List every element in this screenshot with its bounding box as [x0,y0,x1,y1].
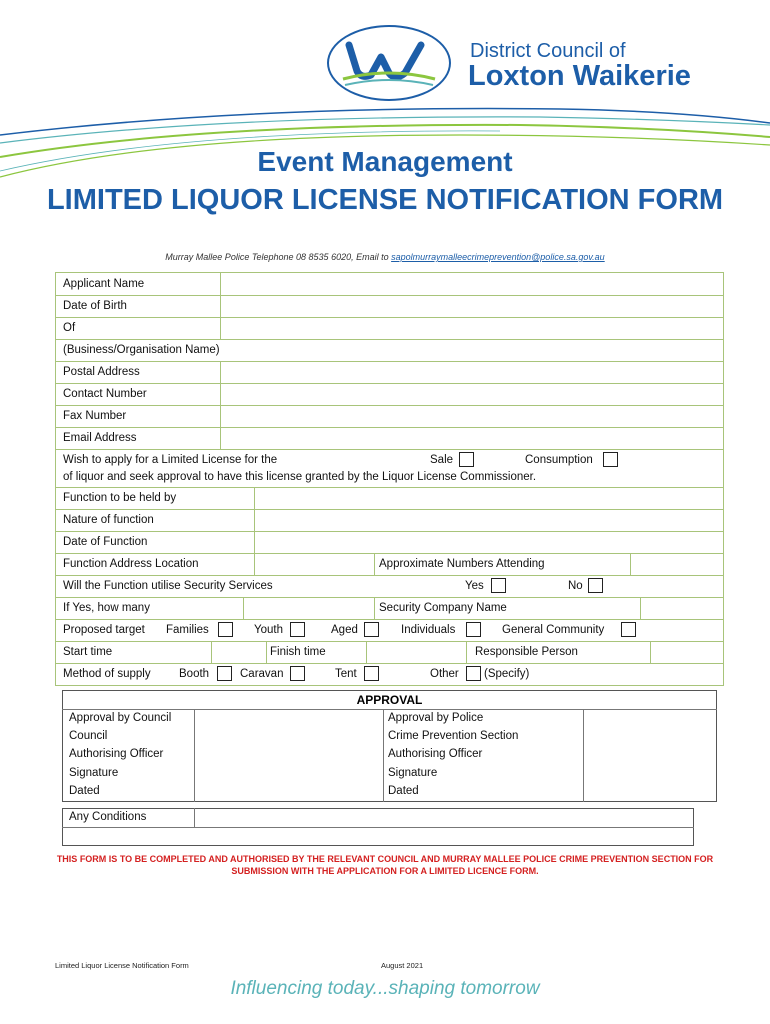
page-title: Event Management [257,146,513,177]
police-section-label: Crime Prevention Section [388,730,519,742]
of-field[interactable] [220,317,723,339]
individuals-checkbox[interactable] [466,622,481,637]
fax-number-label: Fax Number [63,410,127,422]
security-services-label: Will the Function utilise Security Services [63,580,273,592]
proposed-target-label: Proposed target [63,624,145,636]
of-label: Of [63,322,76,334]
nature-of-function-field[interactable] [254,509,723,531]
row-times [56,641,723,664]
if-yes-how-many-label: If Yes, how many [63,602,150,614]
youth-checkbox[interactable] [290,622,305,637]
responsible-person-label: Responsible Person [475,646,578,658]
sale-checkbox[interactable] [459,452,474,467]
row-postal-address [56,361,723,384]
email-address-label: Email Address [63,432,137,444]
families-label: Families [166,624,209,636]
apply-text-line1: Wish to apply for a Limited License for the [63,454,278,466]
security-company-label: Security Company Name [379,602,507,614]
row-method-of-supply [56,663,723,685]
other-checkbox[interactable] [466,666,481,681]
date-of-birth-field[interactable] [220,295,723,317]
youth-label: Youth [254,624,283,636]
consumption-label: Consumption [525,454,593,466]
police-dated-label: Dated [388,785,419,797]
families-checkbox[interactable] [218,622,233,637]
general-community-checkbox[interactable] [621,622,636,637]
email-address-field[interactable] [220,427,723,449]
sale-label: Sale [430,454,454,466]
contact-email-link[interactable]: sapolmurraymalleecrimeprevention@police.sa.gov.au [391,252,605,262]
start-time-label: Start time [63,646,113,658]
other-label: Other [430,668,459,680]
footer-date: August 2021 [381,961,424,970]
booth-label: Booth [179,668,210,680]
general-community-label: General Community [502,624,605,636]
council-approval-fields[interactable] [195,710,383,802]
date-of-function-field[interactable] [254,531,723,553]
consumption-checkbox[interactable] [603,452,618,467]
row-nature-of-function [56,509,723,532]
approx-numbers-label: Approximate Numbers Attending [379,558,545,570]
method-of-supply-label: Method of supply [63,668,151,680]
yes-checkbox[interactable] [491,578,506,593]
row-email-address [56,427,723,450]
council-officer-label: Authorising Officer [69,748,164,760]
apply-text-line2: of liquor and seek approval to have this license granted by the Liquor License Commissioner. [63,471,537,483]
function-held-by-label: Function to be held by [63,492,177,504]
no-checkbox[interactable] [588,578,603,593]
function-address-field[interactable] [254,553,375,575]
row-of [56,317,723,340]
org-name-line2: Loxton Waikerie [468,60,691,92]
applicant-name-label: Applicant Name [63,278,145,290]
org-name-line1: District Council of [470,40,626,62]
row-fax-number [56,405,723,428]
approx-numbers-field[interactable] [630,553,723,575]
any-conditions-label: Any Conditions [69,811,147,823]
nature-of-function-label: Nature of function [63,514,154,526]
tent-label: Tent [335,668,357,680]
police-approval-fields[interactable] [584,710,717,802]
police-contact-line [0,252,770,262]
aged-label: Aged [331,624,358,636]
finish-time-label: Finish time [270,646,326,658]
date-of-function-label: Date of Function [63,536,148,548]
council-label: Council [69,730,108,742]
row-date-of-birth [56,295,723,318]
contact-text: Murray Mallee Police Telephone 08 8535 6020, Email to [165,252,392,262]
logo-lw-icon [329,27,449,99]
date-of-birth-label: Date of Birth [63,300,127,312]
finish-time-field[interactable] [366,641,467,663]
council-dated-label: Dated [69,785,100,797]
aged-checkbox[interactable] [364,622,379,637]
form-title: LIMITED LIQUOR LICENSE NOTIFICATION FORM [46,184,724,216]
start-time-field[interactable] [211,641,267,663]
yes-label: Yes [465,580,484,592]
tent-checkbox[interactable] [364,666,379,681]
postal-address-label: Postal Address [63,366,140,378]
approval-council-label: Approval by Council [69,712,172,724]
booth-checkbox[interactable] [217,666,232,681]
individuals-label: Individuals [401,624,456,636]
police-officer-label: Authorising Officer [388,748,483,760]
specify-label: (Specify) [484,668,530,680]
fax-number-field[interactable] [220,405,723,427]
council-signature-label: Signature [69,767,119,779]
contact-number-label: Contact Number [63,388,147,400]
approval-police-label: Approval by Police [388,712,484,724]
function-address-label: Function Address Location [63,558,199,570]
footer-form-name: Limited Liquor License Notification Form [55,961,189,970]
applicant-name-field[interactable] [220,273,723,295]
any-conditions-field[interactable] [195,809,694,845]
row-applicant-name [56,273,723,296]
caravan-label: Caravan [240,668,284,680]
row-contact-number [56,383,723,406]
no-label: No [568,580,583,592]
function-held-by-field[interactable] [254,487,723,509]
contact-number-field[interactable] [220,383,723,405]
approval-title: APPROVAL [356,693,423,707]
security-company-field[interactable] [640,597,723,619]
how-many-field[interactable] [243,597,375,619]
council-logo [327,25,451,101]
row-date-of-function [56,531,723,554]
submission-notice: THIS FORM IS TO BE COMPLETED AND AUTHORISED BY THE RELEVANT COUNCIL AND MURRAY MALLEE POLICE CRIME PREVENTION SECTION FOR SUBMISSION WITH THE APPLICATION FOR A LIMITED LICENCE FORM. [56,854,714,876]
center-col-divider [383,709,384,802]
police-signature-label: Signature [388,767,438,779]
business-org-name-label: (Business/Organisation Name) [63,344,220,356]
council-tagline: Influencing today...shaping tomorrow [230,978,540,999]
caravan-checkbox[interactable] [290,666,305,681]
responsible-person-field[interactable] [650,641,723,663]
postal-address-field[interactable] [220,361,723,383]
